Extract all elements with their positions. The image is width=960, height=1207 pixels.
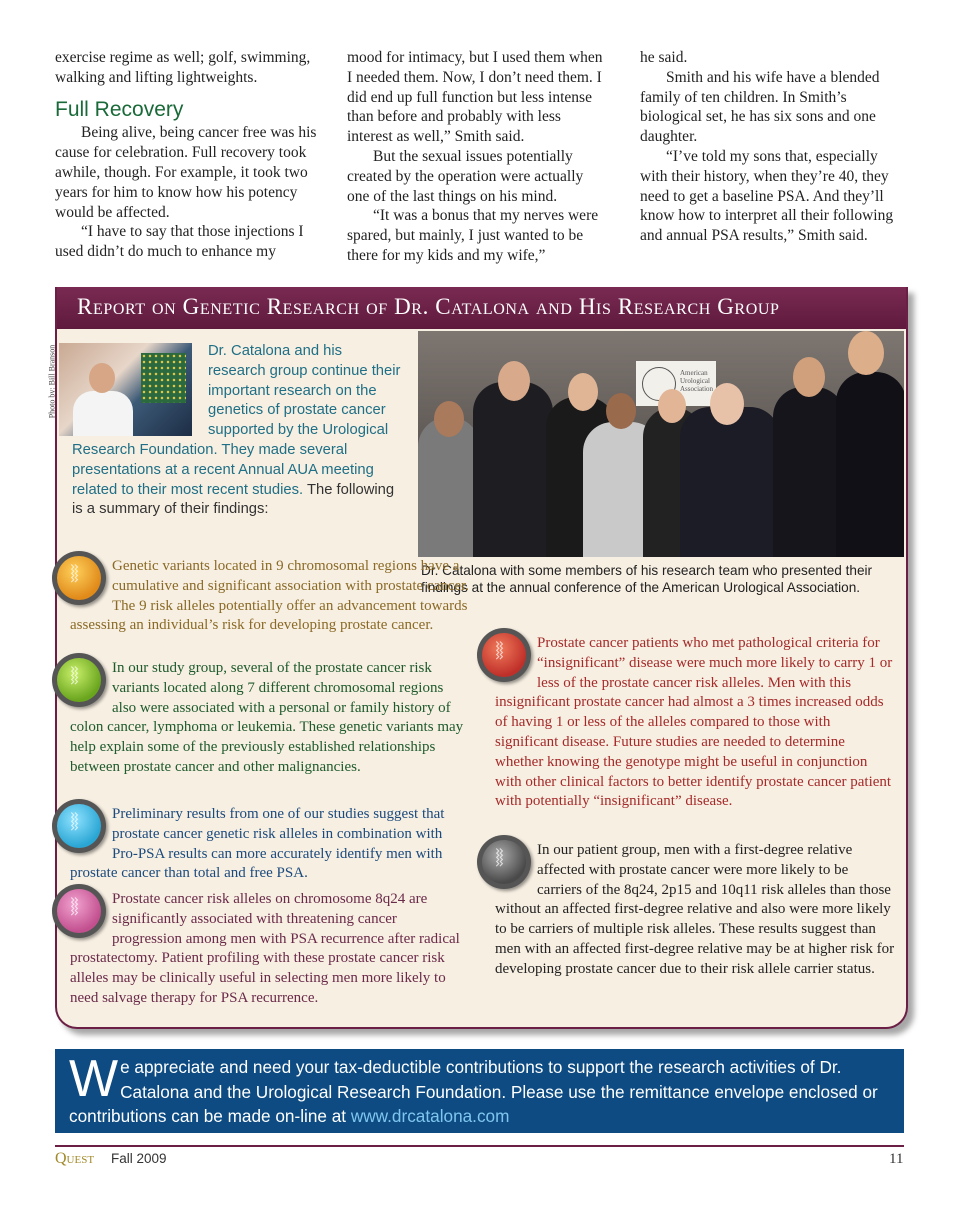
article-column-3	[640, 48, 902, 246]
report-title: Report on Genetic Research of Dr. Catalona and His Research Group	[77, 294, 780, 319]
person	[418, 417, 480, 557]
report-intro	[72, 342, 402, 520]
paragraph: he said.	[640, 49, 688, 66]
paragraph: “I have to say that those injections I used didn’t do much to enhance my	[55, 223, 304, 261]
finding-item	[495, 634, 895, 812]
person-head	[498, 361, 530, 401]
article-column-1	[55, 48, 317, 262]
finding-text: Prostate cancer risk alleles on chromosome 8q24 are significantly associated with threatening cancer progression among men with PSA recurrence after radical prostatectomy. Patient profiling with these prostate cancer risk alleles may be clinically useful in selecting men more likely to need salvage therapy for PSA recurrence.	[70, 891, 460, 1006]
person	[473, 382, 553, 557]
dna-blue-icon: ⧚	[52, 799, 108, 855]
donation-appeal-banner	[55, 1049, 904, 1133]
person-head	[793, 357, 825, 397]
finding-text: Preliminary results from one of our studies suggest that prostate cancer genetic risk alleles in combination with Pro-PSA results can more accurately identify men with prostate cancer than total and free PSA.	[70, 806, 445, 882]
report-header	[57, 287, 906, 329]
dna-gray-icon: ⧚	[477, 835, 533, 891]
photo-credit: Photo by: Bill Branson	[47, 344, 57, 419]
dna-orange-icon: ⧚	[52, 551, 108, 607]
intro-tail: The following is a summary of their findings:	[72, 481, 395, 518]
paragraph: exercise regime as well; golf, swimming, walking and lifting lightweights.	[55, 49, 311, 86]
drop-cap: W	[69, 1050, 119, 1108]
finding-text: In our patient group, men with a first-degree relative affected with prostate cancer were more likely to be carriers of the 8q24, 2p15 and 10q11 risk alleles than those without an affected first-degree relative and also were more likely to be carriers of multiple risk alleles. These results suggest than men with an affected first-degree relative may be at higher risk for developing prostate cancer due to their risk allele carrier status.	[495, 842, 895, 977]
finding-item	[70, 805, 470, 884]
dna-green-icon: ⧚	[52, 653, 108, 709]
finding-item	[70, 557, 470, 636]
person-head	[606, 393, 636, 429]
person-head	[568, 373, 598, 411]
person	[680, 407, 780, 557]
person-head	[658, 389, 686, 423]
paragraph: But the sexual issues potentially created by the operation were actually one of the last things on his mind.	[347, 147, 584, 205]
dna-pink-icon: ⧚	[52, 884, 108, 940]
finding-item	[495, 841, 895, 980]
paragraph: “I’ve told my sons that, especially with their history, when they’re 40, they need to get a baseline PSA. And they’ll know how to interpret all their following and annual PSA results,” Smith said.	[640, 147, 894, 245]
person-head	[710, 383, 744, 425]
publication-name: Quest	[55, 1150, 95, 1167]
donation-link[interactable]: www.drcatalona.com	[350, 1106, 510, 1126]
finding-text: Genetic variants located in 9 chromosomal regions have a cumulative and significant association with prostate cancer. The 9 risk alleles potentially offer an advancement towards assessing an individual’s risk for developing prostate cancer.	[70, 558, 469, 634]
finding-item	[70, 890, 470, 1009]
person-head	[434, 401, 464, 437]
person	[773, 387, 845, 557]
person	[836, 372, 904, 557]
paragraph: Being alive, being cancer free was his cause for celebration. Full recovery took awhile, though. For example, it took two years for him to know how his potency would be affected.	[55, 124, 317, 221]
paragraph: “It was a bonus that my nerves were spared, but mainly, I just wanted to be there for my kids and my wife,”	[347, 207, 599, 264]
issue-date: Fall 2009	[111, 1151, 167, 1166]
sign-text: American Urological Association	[680, 369, 714, 393]
dna-red-icon: ⧚	[477, 628, 533, 684]
footer-divider	[55, 1145, 904, 1147]
intro-text: Dr. Catalona and his research group continue their important research on the genetics of prostate cancer supported by the Urological Research Foundation. They made several presentations at a recent Annual AUA meeting related to their most recent studies.	[72, 343, 401, 498]
page-number: 11	[889, 1151, 904, 1167]
research-report-box	[47, 287, 908, 1029]
section-heading: Full Recovery	[55, 97, 184, 121]
research-team-photo	[418, 331, 904, 557]
appeal-text: e appreciate and need your tax-deductible contributions to support the research activities of Dr. Catalona and the Urological Research Foundation. Please use the remittance envelope enclosed or contributions can be made on-line at	[69, 1057, 878, 1126]
appeal-text-block	[69, 1050, 891, 1129]
finding-text: Prostate cancer patients who met pathological criteria for “insignificant” disease were much more likely to carry 1 or less of the prostate cancer risk alleles. Men with this insignificant prostate cancer had almost a 3 times increased odds of having 1 or less of the alleles compared to those with significant disease. Future studies are needed to determine whether knowing the genotype might be useful in conjunction with other clinical factors to better identify prostate cancer patient with potentially “insignificant” disease.	[495, 635, 893, 810]
paragraph: mood for intimacy, but I used them when I needed them. Now, I don’t need them. I did end up full function but less intense than before and probably with less interest as well,” Smith said.	[347, 49, 603, 146]
paragraph: Smith and his wife have a blended family of ten children. In Smith’s biological set, he has six sons and one daughter.	[640, 68, 880, 146]
article-column-2	[347, 48, 609, 266]
finding-text: In our study group, several of the prostate cancer risk variants located along 7 different chromosomal regions also were associated with a personal or family history of colon cancer, lymphoma or leukemia. These genetic variants may help explain some of the previously established relationships between prostate cancer and other malignancies.	[70, 660, 464, 775]
finding-item	[70, 659, 470, 778]
person-head	[848, 331, 884, 375]
photo-caption: Dr. Catalona with some members of his research team who presented their findings at the annual conference of the American Urological Association.	[421, 563, 873, 595]
